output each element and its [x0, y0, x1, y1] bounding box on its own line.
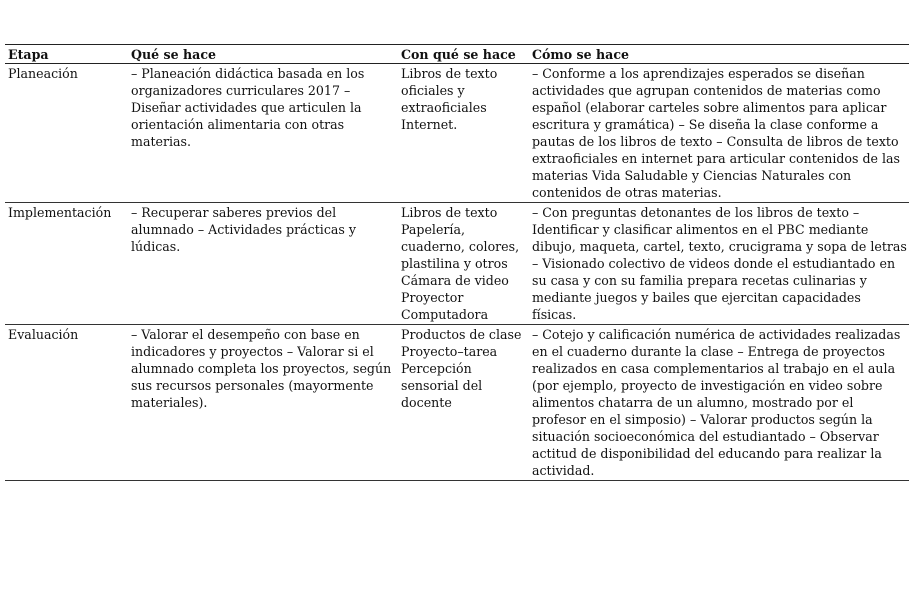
header-how: Cómo se hace: [529, 45, 909, 64]
cell-what: – Planeación didáctica basada en los organizadores curriculares 2017 – Diseñar actividades que articulen la orientación alimentaria con otras materias.: [128, 64, 398, 203]
cell-how: – Con preguntas detonantes de los libros de texto – Identificar y clasificar alimentos en el PBC mediante dibujo, maqueta, cartel, texto, crucigrama y sopa de letras – Visionado colectivo de videos donde el estudiantado en su casa y con su familia prepara recetas culinarias y mediante juegos y bailes que ejercitan capacidades físicas.: [529, 203, 909, 325]
cell-what: – Valorar el desempeño con base en indicadores y proyectos – Valorar si el alumnado completa los proyectos, según sus recursos personales (mayormente materiales).: [128, 325, 398, 481]
header-stage: Etapa: [5, 45, 128, 64]
cell-stage: Evaluación: [5, 325, 128, 481]
cell-what: – Recuperar saberes previos del alumnado – Actividades prácticas y lúdicas.: [128, 203, 398, 325]
document-page: [5, 44, 909, 481]
header-row: [5, 45, 909, 64]
table-body: [5, 64, 909, 481]
header-what: Qué se hace: [128, 45, 398, 64]
header-with: Con qué se hace: [398, 45, 529, 64]
cell-how: – Conforme a los aprendizajes esperados se diseñan actividades que agrupan contenidos de materias como español (elaborar carteles sobre alimentos para aplicar escritura y gramática) – Se diseña la clase conforme a pautas de los libros de texto – Consulta de libros de texto extraoficiales en internet para articular contenidos de las materias Vida Saludable y Ciencias Naturales con contenidos de otras materias.: [529, 64, 909, 203]
cell-stage: Implementación: [5, 203, 128, 325]
table-header: [5, 45, 909, 64]
cell-with: Libros de texto Papelería, cuaderno, colores, plastilina y otros Cámara de video Proyector Computadora: [398, 203, 529, 325]
stages-table: [5, 44, 909, 481]
table-row: [5, 203, 909, 325]
table-row: [5, 325, 909, 481]
table-row: [5, 64, 909, 203]
cell-how: – Cotejo y calificación numérica de actividades realizadas en el cuaderno durante la clase – Entrega de proyectos realizados en casa complementarios al trabajo en el aula (por ejemplo, proyecto de investigación en video sobre alimentos chatarra de un alumno, mostrado por el profesor en el simposio) – Valorar productos según la situación socioeconómica del estudiantado – Observar actitud de disponibilidad del educando para realizar la actividad.: [529, 325, 909, 481]
cell-with: Productos de clase Proyecto–tarea Percepción sensorial del docente: [398, 325, 529, 481]
cell-stage: Planeación: [5, 64, 128, 203]
cell-with: Libros de texto oficiales y extraoficiales Internet.: [398, 64, 529, 203]
